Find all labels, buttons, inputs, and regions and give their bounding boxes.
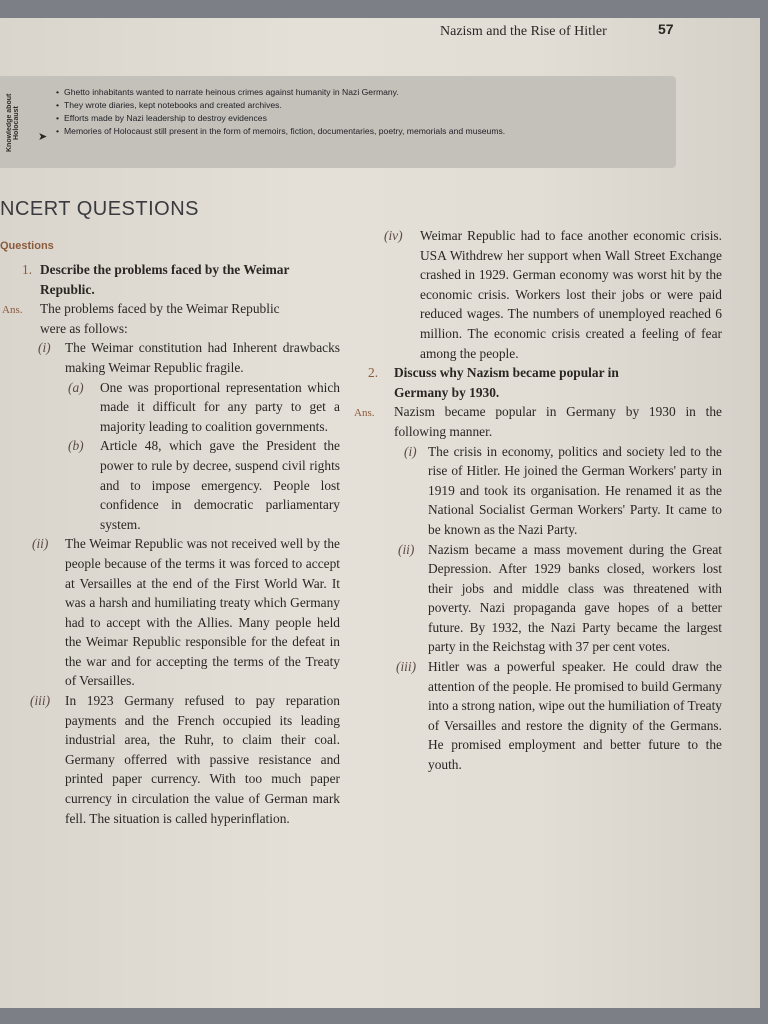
answer-text: Nazism became popular in Germany by 1930 in the following manner. bbox=[394, 404, 722, 439]
question-number: 2. bbox=[368, 365, 379, 381]
point-marker: (ii) bbox=[32, 536, 49, 552]
point bbox=[10, 534, 340, 691]
answer-label: Ans. bbox=[354, 407, 375, 420]
knowledge-item: • They wrote diaries, kept notebooks and created archives. bbox=[56, 99, 505, 112]
point-text: Article 48, which gave the President the power to rule by decree, suspend civil rights and to impose emergency. People lost confidence in democratic parliamentary system. bbox=[100, 438, 340, 532]
point-text: Nazism became a mass movement during the Great Depression. After 1929 banks closed, workers lost their jobs and middle class was threatened with poverty. Nazi propaganda gave hopes of a better future. By 1932, the Nazi Party became the largest party in the Reichstag with 37 per cent votes. bbox=[428, 541, 722, 655]
answer-2-intro bbox=[352, 402, 722, 441]
point-text: Weimar Republic had to face another economic crisis. USA Withdrew her support when Wall Street Exchange crashed in 1929. German economy was worst hit by the economic crisis. Workers lost their jobs or were paid reduced wages. The numbers of unemployed reached 6 million. The economic crisis created a feeling of fear among the people. bbox=[420, 228, 722, 361]
point-text: One was proportional representation which made it difficult for any party to get a majority leading to coalition governments. bbox=[100, 379, 340, 434]
point-text: The Weimar Republic was not received well by the people because of the terms it was forced to accept at Versailles at the end of the First World War. It was a harsh and humiliating treaty which Germany had to accept with the Allies. Many people held the Weimar Republic responsible for the defeat in the war and for accepting the terms of the Treaty of Versailles. bbox=[65, 536, 340, 689]
point-marker: (iii) bbox=[30, 693, 51, 709]
running-header bbox=[440, 21, 674, 40]
section-title: NCERT QUESTIONS bbox=[0, 198, 200, 220]
knowledge-item: • Memories of Holocaust still present in the form of memoirs, fiction, documentaries, poetry, memorials and museums. bbox=[56, 125, 505, 138]
point-text: The Weimar constitution had Inherent drawbacks making Weimar Republic fragile. bbox=[65, 340, 340, 375]
point-text: Hitler was a powerful speaker. He could draw the attention of the people. He promised to build Germany into a strong nation, wipe out the humiliation of Treaty of Versailles and restore the dignity of the Germans. He promised employment and better future to the youth. bbox=[428, 659, 722, 773]
question-2 bbox=[352, 363, 722, 402]
point bbox=[10, 436, 340, 534]
question-1 bbox=[10, 260, 340, 299]
knowledge-list bbox=[56, 86, 505, 138]
page-number: 57 bbox=[658, 21, 674, 37]
point-marker: (iv) bbox=[384, 228, 403, 243]
point bbox=[10, 691, 340, 828]
point-marker: (b) bbox=[68, 438, 84, 454]
answer-text: were as follows: bbox=[40, 320, 128, 336]
knowledge-box-tag: Knowledge about Holocaust bbox=[6, 93, 20, 153]
answer-label: Ans. bbox=[2, 304, 23, 317]
left-column bbox=[2, 260, 340, 828]
right-column bbox=[352, 226, 722, 775]
question-text: Discuss why Nazism became popular in bbox=[394, 365, 619, 381]
point-marker: (a) bbox=[68, 379, 84, 395]
question-text: Germany by 1930. bbox=[394, 384, 500, 400]
point bbox=[352, 442, 722, 540]
questions-label: Questions bbox=[0, 240, 54, 252]
knowledge-item: • Efforts made by Nazi leadership to destroy evidences bbox=[56, 112, 505, 125]
knowledge-item: • Ghetto inhabitants wanted to narrate heinous crimes against humanity in Nazi Germany. bbox=[56, 86, 505, 99]
question-text: Describe the problems faced by the Weimar bbox=[40, 262, 290, 277]
question-number: 1. bbox=[22, 262, 33, 277]
point-text: The crisis in economy, politics and society led to the rise of Hitler. He joined the German Workers' party in 1919 and took its organisation. He renamed it as the National Socialist German Workers' Party. It came to be known as the Nazi Party. bbox=[428, 443, 722, 537]
question-text: Republic. bbox=[40, 281, 95, 297]
arrow-right-icon: ➤ bbox=[38, 130, 48, 143]
point-text: In 1923 Germany refused to pay reparation payments and the French occupied its leading industrial area, the Ruhr, to claim their coal. Germany offerred with passive resistance and printed paper currency. With too much paper currency in circulation the value of German mark fell. The situation is called hyperinflation. bbox=[65, 693, 340, 826]
point bbox=[352, 540, 722, 658]
answer-text: The problems faced by the Weimar Republic bbox=[40, 301, 280, 317]
point bbox=[352, 226, 722, 363]
point-marker: (i) bbox=[404, 443, 417, 459]
point-marker: (i) bbox=[38, 340, 51, 356]
answer-1-intro bbox=[2, 299, 340, 338]
point bbox=[352, 657, 722, 775]
chapter-title: Nazism and the Rise of Hitler bbox=[440, 24, 607, 39]
point-marker: (iii) bbox=[396, 659, 417, 675]
point-marker: (ii) bbox=[398, 541, 415, 557]
point bbox=[10, 338, 340, 377]
point bbox=[10, 378, 340, 437]
book-page bbox=[0, 18, 760, 1008]
